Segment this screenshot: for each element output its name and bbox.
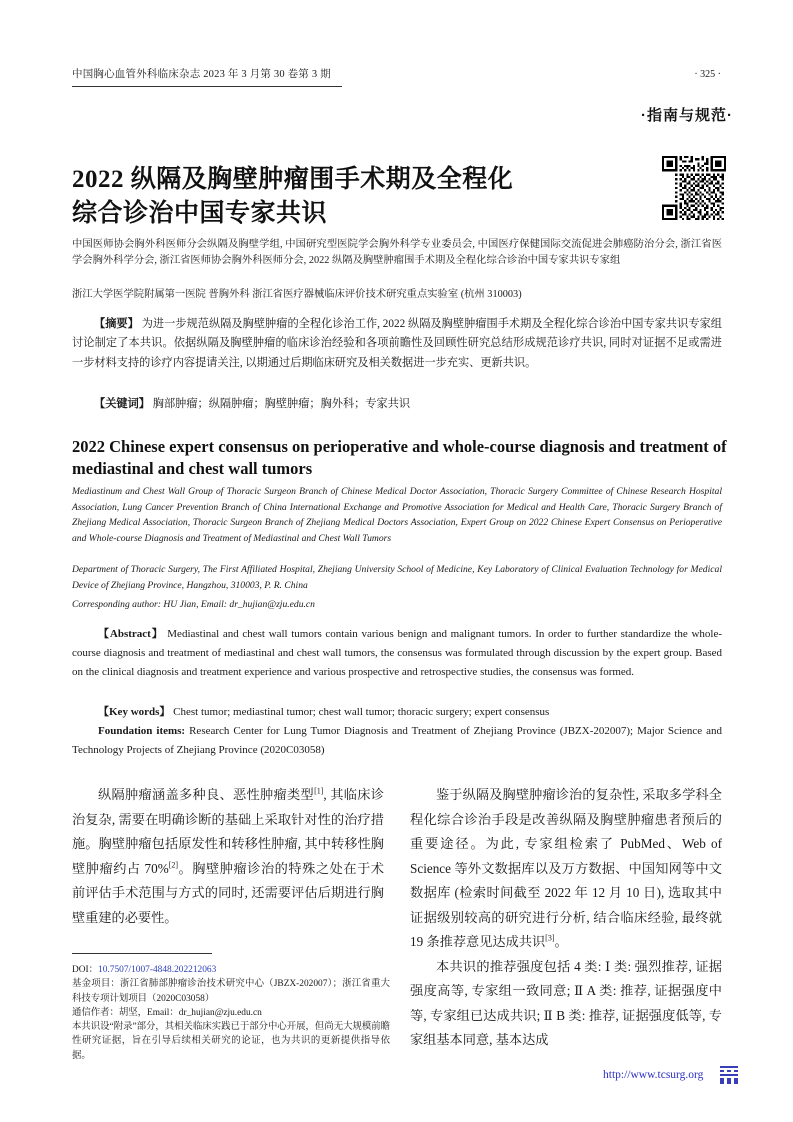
body-column-left	[72, 783, 384, 930]
funding-english-text: Research Center for Lung Tumor Diagnosis and Treatment of Zhejiang Province (JBZX-202007); Major Science and Technology Projects of Zhejiang Province (2020C03058)	[72, 725, 722, 757]
doi-label: DOI：	[72, 965, 99, 975]
body-right-p1a: 鉴于纵隔及胸壁肿瘤诊治的复杂性, 采取多学科全程化综合诊治手段是改善纵隔及胸壁肿瘤患者预后的重要途径。为此, 专家组检索了 PubMed、Web of Science 等外文数据库以及万方数据、中国知网等中文数据库 (检索时间截至 2022 年 12 月 10 日), 选取其中证据级别较高的研究进行分析, 结合临床经验, 最终就 19 条推荐意见达成共识	[410, 787, 722, 949]
footnote-block	[72, 963, 390, 1063]
abstract-chinese-label: 【摘要】	[94, 318, 139, 330]
journal-name-volume: 中国胸心血管外科临床杂志 2023 年 3 月第 30 卷第 3 期	[72, 69, 331, 80]
body-column-right	[410, 783, 722, 1053]
footer-url-link[interactable]: http://www.tcsurg.org	[603, 1069, 704, 1081]
keywords-chinese	[72, 395, 722, 414]
corresponding-author-english: Corresponding author: HU Jian, Email: dr_hujian@zju.edu.cn	[72, 599, 315, 610]
funding-english	[72, 722, 722, 760]
abstract-english-text: Mediastinal and chest wall tumors contain various benign and malignant tumors. In order to further standardize the whole-course diagnosis and treatment of mediastinal and chest wall tumors, the consensus was formulated through discussion by the expert group. Based on the clinical diagnosis and treatment experience and various prospective and retrospective studies, the consensus was formed.	[72, 628, 722, 679]
citation-ref-3[interactable]: [3]	[545, 933, 555, 943]
abstract-english-label: 【Abstract】	[98, 628, 164, 640]
keywords-english	[72, 703, 722, 722]
address-chinese: 浙江大学医学院附属第一医院 普胸外科 浙江省医疗器械临床评价技术研究重点实验室 (杭州 310003)	[72, 289, 522, 300]
body-paragraph	[72, 783, 384, 930]
section-kicker: ·指南与规范·	[641, 107, 733, 124]
body-left-p1c: 。胸壁肿瘤诊治的特殊之处在于术前评估手术范围与方式的同时, 还需要评估后期进行胸壁重建的必要性。	[72, 860, 384, 925]
page-number: · 325 ·	[694, 69, 721, 80]
keywords-chinese-text: 胸部肿瘤；纵隔肿瘤；胸壁肿瘤；胸外科；专家共识	[152, 398, 411, 410]
body-paragraph	[410, 783, 722, 955]
body-paragraph: 本共识的推荐强度包括 4 类: Ⅰ 类: 强烈推荐, 证据强度高等, 专家组一致同意; Ⅱ A 类: 推荐, 证据强度中等, 专家组已达成共识; Ⅱ B 类: 推荐, 证据强度低等, 专家组基本同意, 基本达成	[410, 958, 722, 1047]
page-title-chinese-line2: 综合诊治中国专家共识	[72, 200, 328, 227]
page-title-english: 2022 Chinese expert consensus on perioperative and whole-course diagnosis and treatment of mediastinal and chest wall tumors	[72, 437, 727, 478]
keywords-english-label: 【Key words】	[98, 706, 171, 718]
footnote-rule	[72, 953, 212, 954]
body-right-p1b: 。	[554, 934, 568, 949]
doi-link[interactable]: 10.7507/1007-4848.202212063	[98, 965, 217, 975]
page-title-chinese	[72, 163, 642, 231]
keywords-chinese-label: 【关键词】	[94, 398, 150, 410]
abstract-chinese	[72, 315, 722, 373]
footnote-corresponding: 通信作者：胡坚，Email：dr_hujian@zju.edu.cn	[72, 1007, 262, 1018]
citation-ref-1[interactable]: [1]	[314, 786, 324, 796]
abstract-chinese-text: 为进一步规范纵隔及胸壁肿瘤的全程化诊治工作, 2022 纵隔及胸壁肿瘤围手术期及全程化综合诊治中国专家共识专家组讨论制定了本共识。依据纵隔及胸壁肿瘤的临床诊治经验和各项前瞻性及回顾性研究总结形成规范诊疗共识, 同时对证据不足或需进一步材料支持的诊疗内容提请关注, 以期通过后期临床研究及相关数据进一步充实、更新共识。	[72, 318, 722, 369]
running-head-rule	[72, 86, 342, 87]
affiliations-english: Mediastinum and Chest Wall Group of Thoracic Surgeon Branch of Chinese Medical Doctor Association, Thoracic Surgery Committee of Chinese Research Hospital Association, Lung Cancer Prevention Branch of China International Exchange and Promotive Association for Medical and Health Care, Thoracic Surgery Branch of Zhejiang Medical Association, Thoracic Surgeon Branch of Zhejiang Medical Doctors Association, Expert Group on 2022 Chinese Expert Consensus on Perioperative and Whole-course Diagnosis and Treatment of Mediastinal and Chest Wall Tumors	[72, 486, 722, 544]
citation-ref-2[interactable]: [2]	[168, 860, 179, 870]
funding-english-label: Foundation items:	[98, 725, 186, 737]
page-title-chinese-line1: 2022 纵隔及胸壁肿瘤围手术期及全程化	[72, 166, 514, 193]
body-left-p1a: 纵隔肿瘤涵盖多种良、恶性肿瘤类型	[98, 787, 315, 802]
affiliations-chinese: 中国医师协会胸外科医师分会纵隔及胸壁学组, 中国研究型医院学会胸外科学专业委员会, 中国医疗保健国际交流促进会肺癌防治分会, 浙江省医学会胸外科学分会, 浙江省医师协会胸外科医师分会, 2022 纵隔及胸壁肿瘤围手术期及全程化综合诊治中国专家共识专家组	[72, 239, 722, 267]
keywords-english-text: Chest tumor; mediastinal tumor; chest wall tumor; thoracic surgery; expert consensus	[173, 706, 550, 718]
journal-logo-icon	[718, 1064, 740, 1086]
running-head	[72, 66, 721, 81]
body-left-p1b: , 其临床诊治复杂, 需要在明确诊断的基础上采取针对性的治疗措施。胸壁肿瘤包括原发性和转移性肿瘤, 其中转移性胸壁肿瘤约占 70%	[72, 787, 384, 876]
footnote-note: 本共识设“附录”部分，其相关临床实践已于部分中心开展，但尚无大规模前瞻性研究证据，旨在引导后续相关研究的论证，也为共识的更新提供指导依据。	[72, 1022, 390, 1061]
department-english: Department of Thoracic Surgery, The First Affiliated Hospital, Zhejiang University School of Medicine, Key Laboratory of Clinical Evaluation Technology for Medical Device of Zhejiang Province, Hangzhou, 310003, P. R. China	[72, 564, 722, 591]
abstract-english	[72, 625, 722, 683]
footnote-funding: 基金项目：浙江省肺部肿瘤诊治技术研究中心（JBZX-202007）；浙江省重大科技专项计划项目（2020C03058）	[72, 979, 390, 1004]
qr-code-icon[interactable]	[662, 156, 726, 220]
footnote-doi	[72, 963, 390, 977]
